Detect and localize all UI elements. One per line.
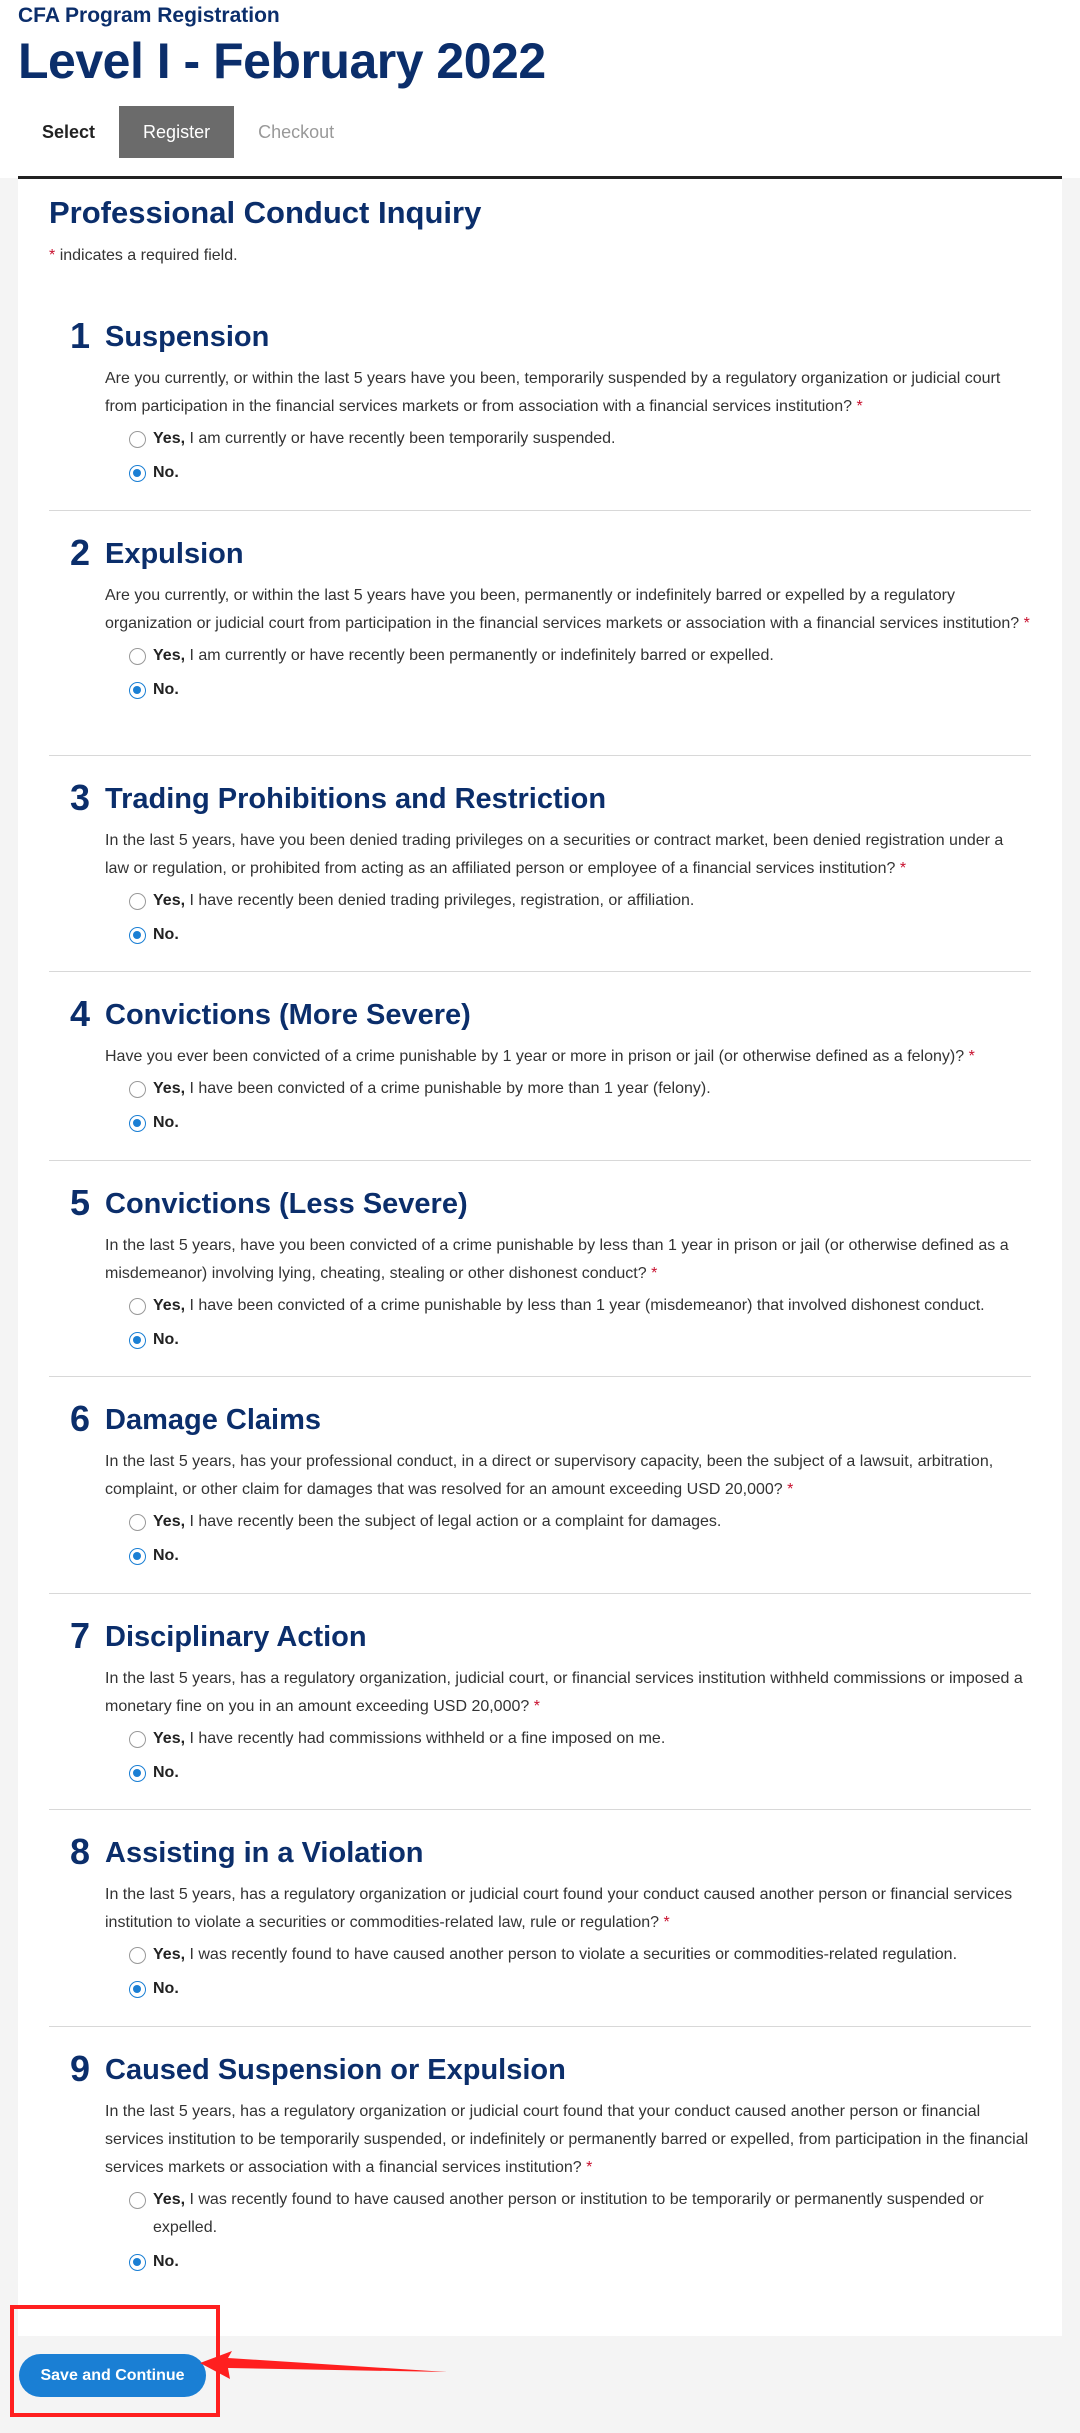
question-block — [49, 532, 1031, 704]
question-text — [105, 827, 1031, 883]
question-block — [49, 1831, 1031, 2003]
question-separator — [49, 1376, 1031, 1377]
question-header — [49, 1182, 1031, 1222]
yes-label: Yes, — [153, 430, 186, 447]
question-title: Damage Claims — [105, 1404, 321, 1436]
no-label: No. — [153, 1331, 179, 1348]
question-separator — [49, 1809, 1031, 1810]
yes-label: Yes, — [153, 892, 186, 909]
question-title: Convictions (Less Severe) — [105, 1188, 468, 1220]
question-block — [49, 777, 1031, 949]
required-star: * — [49, 247, 56, 264]
yes-text: I have been convicted of a crime punishable by more than 1 year (felony). — [189, 1080, 711, 1097]
no-label: No. — [153, 1547, 179, 1564]
question-number: 3 — [70, 777, 91, 818]
question-header — [49, 777, 1031, 817]
radio-option-yes[interactable] — [129, 2186, 1029, 2242]
annotation-highlight-box — [10, 2305, 220, 2417]
required-star: * — [586, 2159, 593, 2176]
radio-no[interactable] — [129, 465, 146, 482]
question-text — [105, 1448, 1031, 1504]
yes-label: Yes, — [153, 1946, 186, 1963]
step-checkout: Checkout — [258, 122, 335, 142]
no-label: No. — [153, 1114, 179, 1131]
question-text — [105, 2098, 1031, 2182]
question-number: 7 — [70, 1615, 91, 1656]
question-title: Assisting in a Violation — [105, 1837, 424, 1869]
question-header — [49, 993, 1031, 1033]
yes-text: I was recently found to have caused another person to violate a securities or commodities-related regulation. — [189, 1946, 958, 1963]
radio-option-yes[interactable] — [129, 887, 1029, 915]
question-number: 2 — [70, 532, 91, 573]
radio-no[interactable] — [129, 1115, 146, 1132]
page-header — [0, 0, 1080, 178]
no-label: No. — [153, 1980, 179, 1997]
question-title: Trading Prohibitions and Restriction — [105, 783, 607, 815]
radio-yes[interactable] — [129, 1298, 146, 1315]
yes-label: Yes, — [153, 1513, 186, 1530]
no-label: No. — [153, 926, 179, 943]
program-title: CFA Program Registration — [18, 4, 280, 27]
radio-no[interactable] — [129, 1981, 146, 1998]
radio-no[interactable] — [129, 2254, 146, 2271]
required-star: * — [663, 1914, 670, 1931]
question-text-body: In the last 5 years, have you been convicted of a crime punishable by less than 1 year in prison or jail (or otherwise defined as a misdemeanor) involving lying, cheating, stealing or other dishonest conduct? — [105, 1237, 1009, 1282]
required-star: * — [787, 1481, 794, 1498]
question-text — [105, 1665, 1031, 1721]
question-text — [105, 1232, 1031, 1288]
question-title: Convictions (More Severe) — [105, 999, 471, 1031]
question-header — [49, 1398, 1031, 1438]
question-number: 5 — [70, 1182, 91, 1223]
question-separator — [49, 510, 1031, 511]
required-star: * — [899, 860, 907, 877]
yes-label: Yes, — [153, 1297, 186, 1314]
radio-option-no[interactable] — [129, 921, 1029, 949]
question-header — [49, 315, 1031, 355]
question-text-body: Have you ever been convicted of a crime punishable by 1 year or more in prison or jail (or otherwise defined as a felony)? — [105, 1048, 965, 1065]
question-block — [49, 1398, 1031, 1570]
question-text-body: In the last 5 years, have you been denied trading privileges on a securities or contract market, been denied registration under a law or regulation, or prohibited from acting as an affiliated person or employee of a financial services institution? — [105, 832, 1004, 877]
radio-option-yes[interactable] — [129, 425, 1029, 453]
radio-no[interactable] — [129, 927, 146, 944]
yes-text: I have recently been the subject of legal action or a complaint for damages. — [189, 1513, 722, 1530]
required-star: * — [856, 398, 863, 415]
required-star: * — [1023, 615, 1030, 632]
page-title: Level I - February 2022 — [18, 33, 546, 89]
radio-yes[interactable] — [129, 1081, 146, 1098]
question-number: 8 — [70, 1831, 91, 1872]
question-block — [49, 1182, 1031, 1354]
radio-option-yes[interactable] — [129, 1075, 1029, 1103]
question-number: 4 — [70, 993, 91, 1034]
question-separator — [49, 971, 1031, 972]
question-text — [105, 582, 1031, 638]
radio-option-no[interactable] — [129, 459, 1029, 487]
yes-label: Yes, — [153, 1080, 186, 1097]
required-star: * — [533, 1698, 540, 1715]
radio-option-yes[interactable] — [129, 642, 1029, 670]
yes-text: I have been convicted of a crime punishable by less than 1 year (misdemeanor) that involved dishonest conduct. — [189, 1297, 985, 1314]
radio-no[interactable] — [129, 1332, 146, 1349]
question-separator — [49, 2026, 1031, 2027]
question-separator — [49, 1593, 1031, 1594]
radio-option-no[interactable] — [129, 2248, 1029, 2276]
question-header — [49, 1831, 1031, 1871]
step-register[interactable]: Register — [119, 106, 234, 158]
form-title: Professional Conduct Inquiry — [49, 195, 482, 230]
question-separator — [49, 755, 1031, 756]
radio-option-no[interactable] — [129, 1759, 1029, 1787]
question-text-body: In the last 5 years, has a regulatory organization or judicial court found your conduct caused another person or financial services institution to violate a securities or commodities-related law, rule or regulation? — [105, 1886, 1013, 1931]
question-text-body: Are you currently, or within the last 5 years have you been, temporarily suspended by a regulatory organization or judicial court from participation in the financial services markets or from association with a financial services institution? — [105, 370, 1001, 415]
required-note — [49, 247, 238, 265]
yes-text: I have recently had commissions withheld or a fine imposed on me. — [189, 1730, 666, 1747]
question-text-body: In the last 5 years, has your professional conduct, in a direct or supervisory capacity, been the subject of a lawsuit, arbitration, complaint, or other claim for damages that was resolved for an amount exceeding USD 20,000? — [105, 1453, 994, 1498]
radio-yes[interactable] — [129, 1731, 146, 1748]
radio-yes[interactable] — [129, 431, 146, 448]
question-header — [49, 2048, 1031, 2088]
radio-option-yes[interactable] — [129, 1725, 1029, 1753]
radio-yes[interactable] — [129, 648, 146, 665]
no-label: No. — [153, 681, 179, 698]
yes-label: Yes, — [153, 2191, 186, 2208]
question-title: Caused Suspension or Expulsion — [105, 2054, 566, 2086]
radio-no[interactable] — [129, 682, 146, 699]
yes-text: I am currently or have recently been temporarily suspended. — [189, 430, 616, 447]
question-title: Disciplinary Action — [105, 1621, 367, 1653]
radio-option-no[interactable] — [129, 1109, 1029, 1137]
question-number: 1 — [70, 315, 91, 356]
radio-option-no[interactable] — [129, 1326, 1029, 1354]
question-block — [49, 2048, 1031, 2276]
yes-text: I have recently been denied trading privileges, registration, or affiliation. — [189, 892, 695, 909]
no-label: No. — [153, 2253, 179, 2270]
question-number: 9 — [70, 2048, 91, 2089]
question-text-body: Are you currently, or within the last 5 years have you been, permanently or indefinitely barred or expelled by a regulatory organization or judicial court from participation in the financial services markets or association with a financial services institution? — [105, 587, 1020, 632]
radio-yes[interactable] — [129, 1947, 146, 1964]
yes-label: Yes, — [153, 1730, 186, 1747]
question-block — [49, 315, 1031, 487]
question-separator — [49, 1160, 1031, 1161]
radio-option-yes[interactable] — [129, 1508, 1029, 1536]
question-text — [105, 365, 1031, 421]
question-block — [49, 993, 1031, 1137]
question-text — [105, 1881, 1031, 1937]
required-star: * — [968, 1048, 975, 1065]
radio-option-no[interactable] — [129, 676, 1029, 704]
radio-yes[interactable] — [129, 893, 146, 910]
conduct-form-panel — [18, 179, 1062, 2336]
radio-option-yes[interactable] — [129, 1292, 1029, 1320]
radio-option-no[interactable] — [129, 1542, 1029, 1570]
save-and-continue-button[interactable]: Save and Continue — [19, 2354, 206, 2397]
question-text — [105, 1043, 1031, 1071]
radio-option-yes[interactable] — [129, 1941, 1029, 1969]
question-text-body: In the last 5 years, has a regulatory organization or judicial court found that your conduct caused another person or financial services institution to be temporarily suspended, or indefinitely or permanently barred or expelled, from participation in the financial services markets or association with a financial services institution? — [105, 2103, 1029, 2176]
radio-yes[interactable] — [129, 1514, 146, 1531]
no-label: No. — [153, 1764, 179, 1781]
step-select[interactable]: Select — [42, 122, 96, 142]
yes-label: Yes, — [153, 647, 186, 664]
yes-text: I am currently or have recently been permanently or indefinitely barred or expelled. — [189, 647, 774, 664]
radio-yes[interactable] — [129, 2192, 146, 2209]
radio-no[interactable] — [129, 1548, 146, 1565]
radio-no[interactable] — [129, 1765, 146, 1782]
question-text-body: In the last 5 years, has a regulatory organization, judicial court, or financial services institution withheld commissions or imposed a monetary fine on you in an amount exceeding USD 20,000? — [105, 1670, 1023, 1715]
question-header — [49, 532, 1031, 572]
question-title: Suspension — [105, 321, 270, 353]
question-block — [49, 1615, 1031, 1787]
question-number: 6 — [70, 1398, 91, 1439]
required-note-text: indicates a required field. — [59, 247, 238, 264]
no-label: No. — [153, 464, 179, 481]
question-header — [49, 1615, 1031, 1655]
step-nav — [18, 106, 358, 158]
yes-text: I was recently found to have caused another person or institution to be temporarily or permanently suspended or expelled. — [153, 2191, 984, 2236]
question-title: Expulsion — [105, 538, 244, 570]
radio-option-no[interactable] — [129, 1975, 1029, 2003]
required-star: * — [651, 1265, 658, 1282]
